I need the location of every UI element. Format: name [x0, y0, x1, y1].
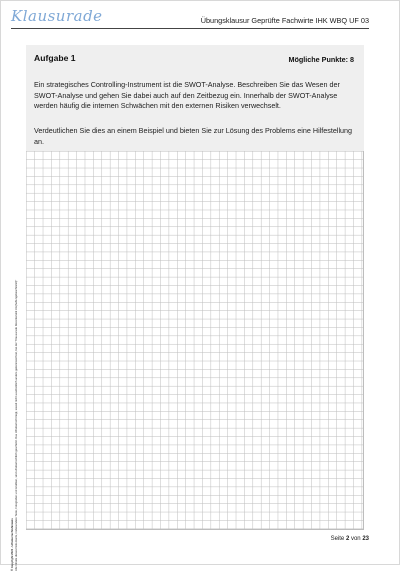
task-box — [26, 45, 364, 151]
copyright-title: © Copyright 2024 - Urheberrechtshinweis — [11, 518, 14, 571]
page-current: 2 — [345, 536, 350, 542]
document-header-title: Übungsklausur Geprüfte Fachwirte IHK WBQ UF 03 — [200, 16, 369, 25]
answer-grid[interactable] — [26, 151, 364, 530]
task-description: Ein strategisches Controlling-Instrument ist die SWOT-Analyse. Beschreiben Sie das Wesen der SWOT-Analyse und gehen Sie dabei auch auf den Zeitbezug ein. Innerhalb der SWOT-Analyse werden häufig die internen Schwächen mit den externen Risiken verwechselt. — [34, 80, 340, 110]
page-total: 23 — [362, 536, 369, 542]
task-points: Mögliche Punkte: 8 — [288, 55, 354, 64]
copyright-notice — [11, 111, 18, 571]
header-divider — [11, 28, 369, 29]
page-number — [331, 536, 369, 542]
task-title: Aufgabe 1 — [34, 53, 76, 63]
page-prefix: Seite — [330, 536, 345, 542]
klausurade-logo: Klausurade — [11, 7, 103, 25]
page-separator: von — [350, 536, 361, 542]
copyright-text: Alle Inhalte dieses Dokuments, insbesondere Texte, Fotografien und Grafiken, sind urheberrechtlich geschützt. Das Urheberrecht liegt, soweit nicht ausdrücklich anders gekennzeichnet, bei der "Klausurade Dozentenstik UG(haftungsbeschränkt)" — [14, 279, 18, 571]
task-instruction: Verdeutlichen Sie dies an einem Beispiel und bieten Sie zur Lösung des Problems eine Hilfestellung an. — [34, 126, 353, 146]
